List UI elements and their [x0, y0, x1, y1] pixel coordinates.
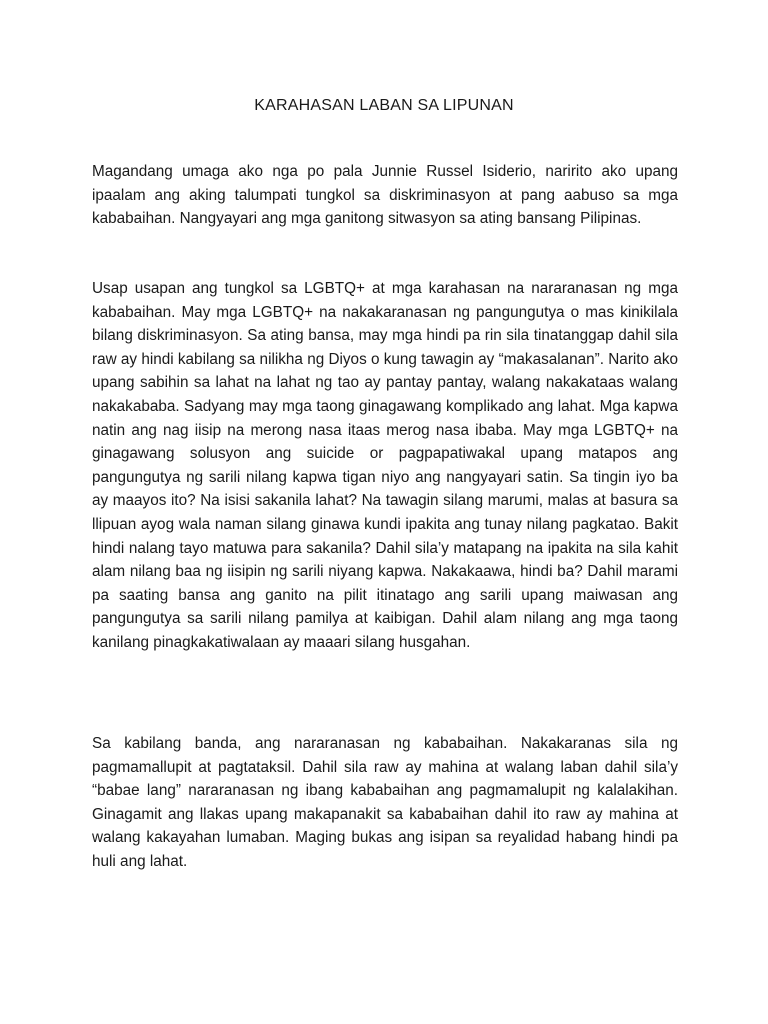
- document-title: KARAHASAN LABAN SA LIPUNAN: [254, 97, 514, 114]
- paragraph-introduction: Magandang umaga ako nga po pala Junnie Russel Isiderio, naririto ako upang ipaalam ang aking talumpati tungkol sa diskriminasyon at pang aabuso sa mga kababaihan. Nangyayari ang mga ganitong sitwasyon sa ating bansang Pilipinas.: [92, 163, 678, 228]
- paragraph-women: Sa kabilang banda, ang nararanasan ng kababaihan. Nakakaranas sila ng pagmamallupit at pagtataksil. Dahil sila raw ay mahina at walang laban dahil sila’y “babae lang” nararanasan ng ibang kababaihan ang pagmamalupit ng kalalakihan. Ginagamit ang llakas upang makapanakit sa kababaihan dahil ito raw ay mahina at walang kakayahan lumaban. Maging bukas ang isipan sa reyalidad habang hindi pa huli ang lahat.: [92, 735, 678, 870]
- paragraph-lgbtq: Usap usapan ang tungkol sa LGBTQ+ at mga karahasan na nararanasan ng mga kababaihan. May mga LGBTQ+ na nakakaranasan ng pangungutya o mas kinikilala bilang diskriminasyon. Sa ating bansa, may mga hindi pa rin sila tinatanggap dahil sila raw ay hindi kabilang sa nilikha ng Diyos o kung tawagin ay “makasalanan”. Narito ako upang sabihin sa lahat na lahat ng tao ay pantay pantay, walang nakakataas walang nakakababa. Sadyang may mga taong ginagawang komplikado ang lahat. Mga kapwa natin ang nag iisip na merong nasa itaas merog nasa ibaba. May mga LGBTQ+ na ginagawang solusyon ang suicide or pagpapatiwakal upang matapos ang pangungutya ng sarili nilang kapwa tigan niyo ang nangyayari satin. Sa tingin iyo ba ay maayos ito? Na isisi sakanila lahat? Na tawagin silang marumi, malas at basura sa llipuan ayog wala naman silang ginawa kundi ipakita ang tunay nilang pagkatao. Bakit hindi nalang tayo matuwa para sakanila? Dahil sila’y matapang na ipakita na sila kahit alam nilang baa ng iisipin ng sarili niyang kapwa. Nakakaawa, hindi ba? Dahil marami pa saating bansa ang ganito na pilit itinatago ang sarili upang maiwasan ang pangungutya sa sarili nilang pamilya at kaibigan. Dahil alam nilang ang mga taong kanilang pinagkakatiwalaan ay maaari silang husgahan.: [92, 280, 678, 651]
